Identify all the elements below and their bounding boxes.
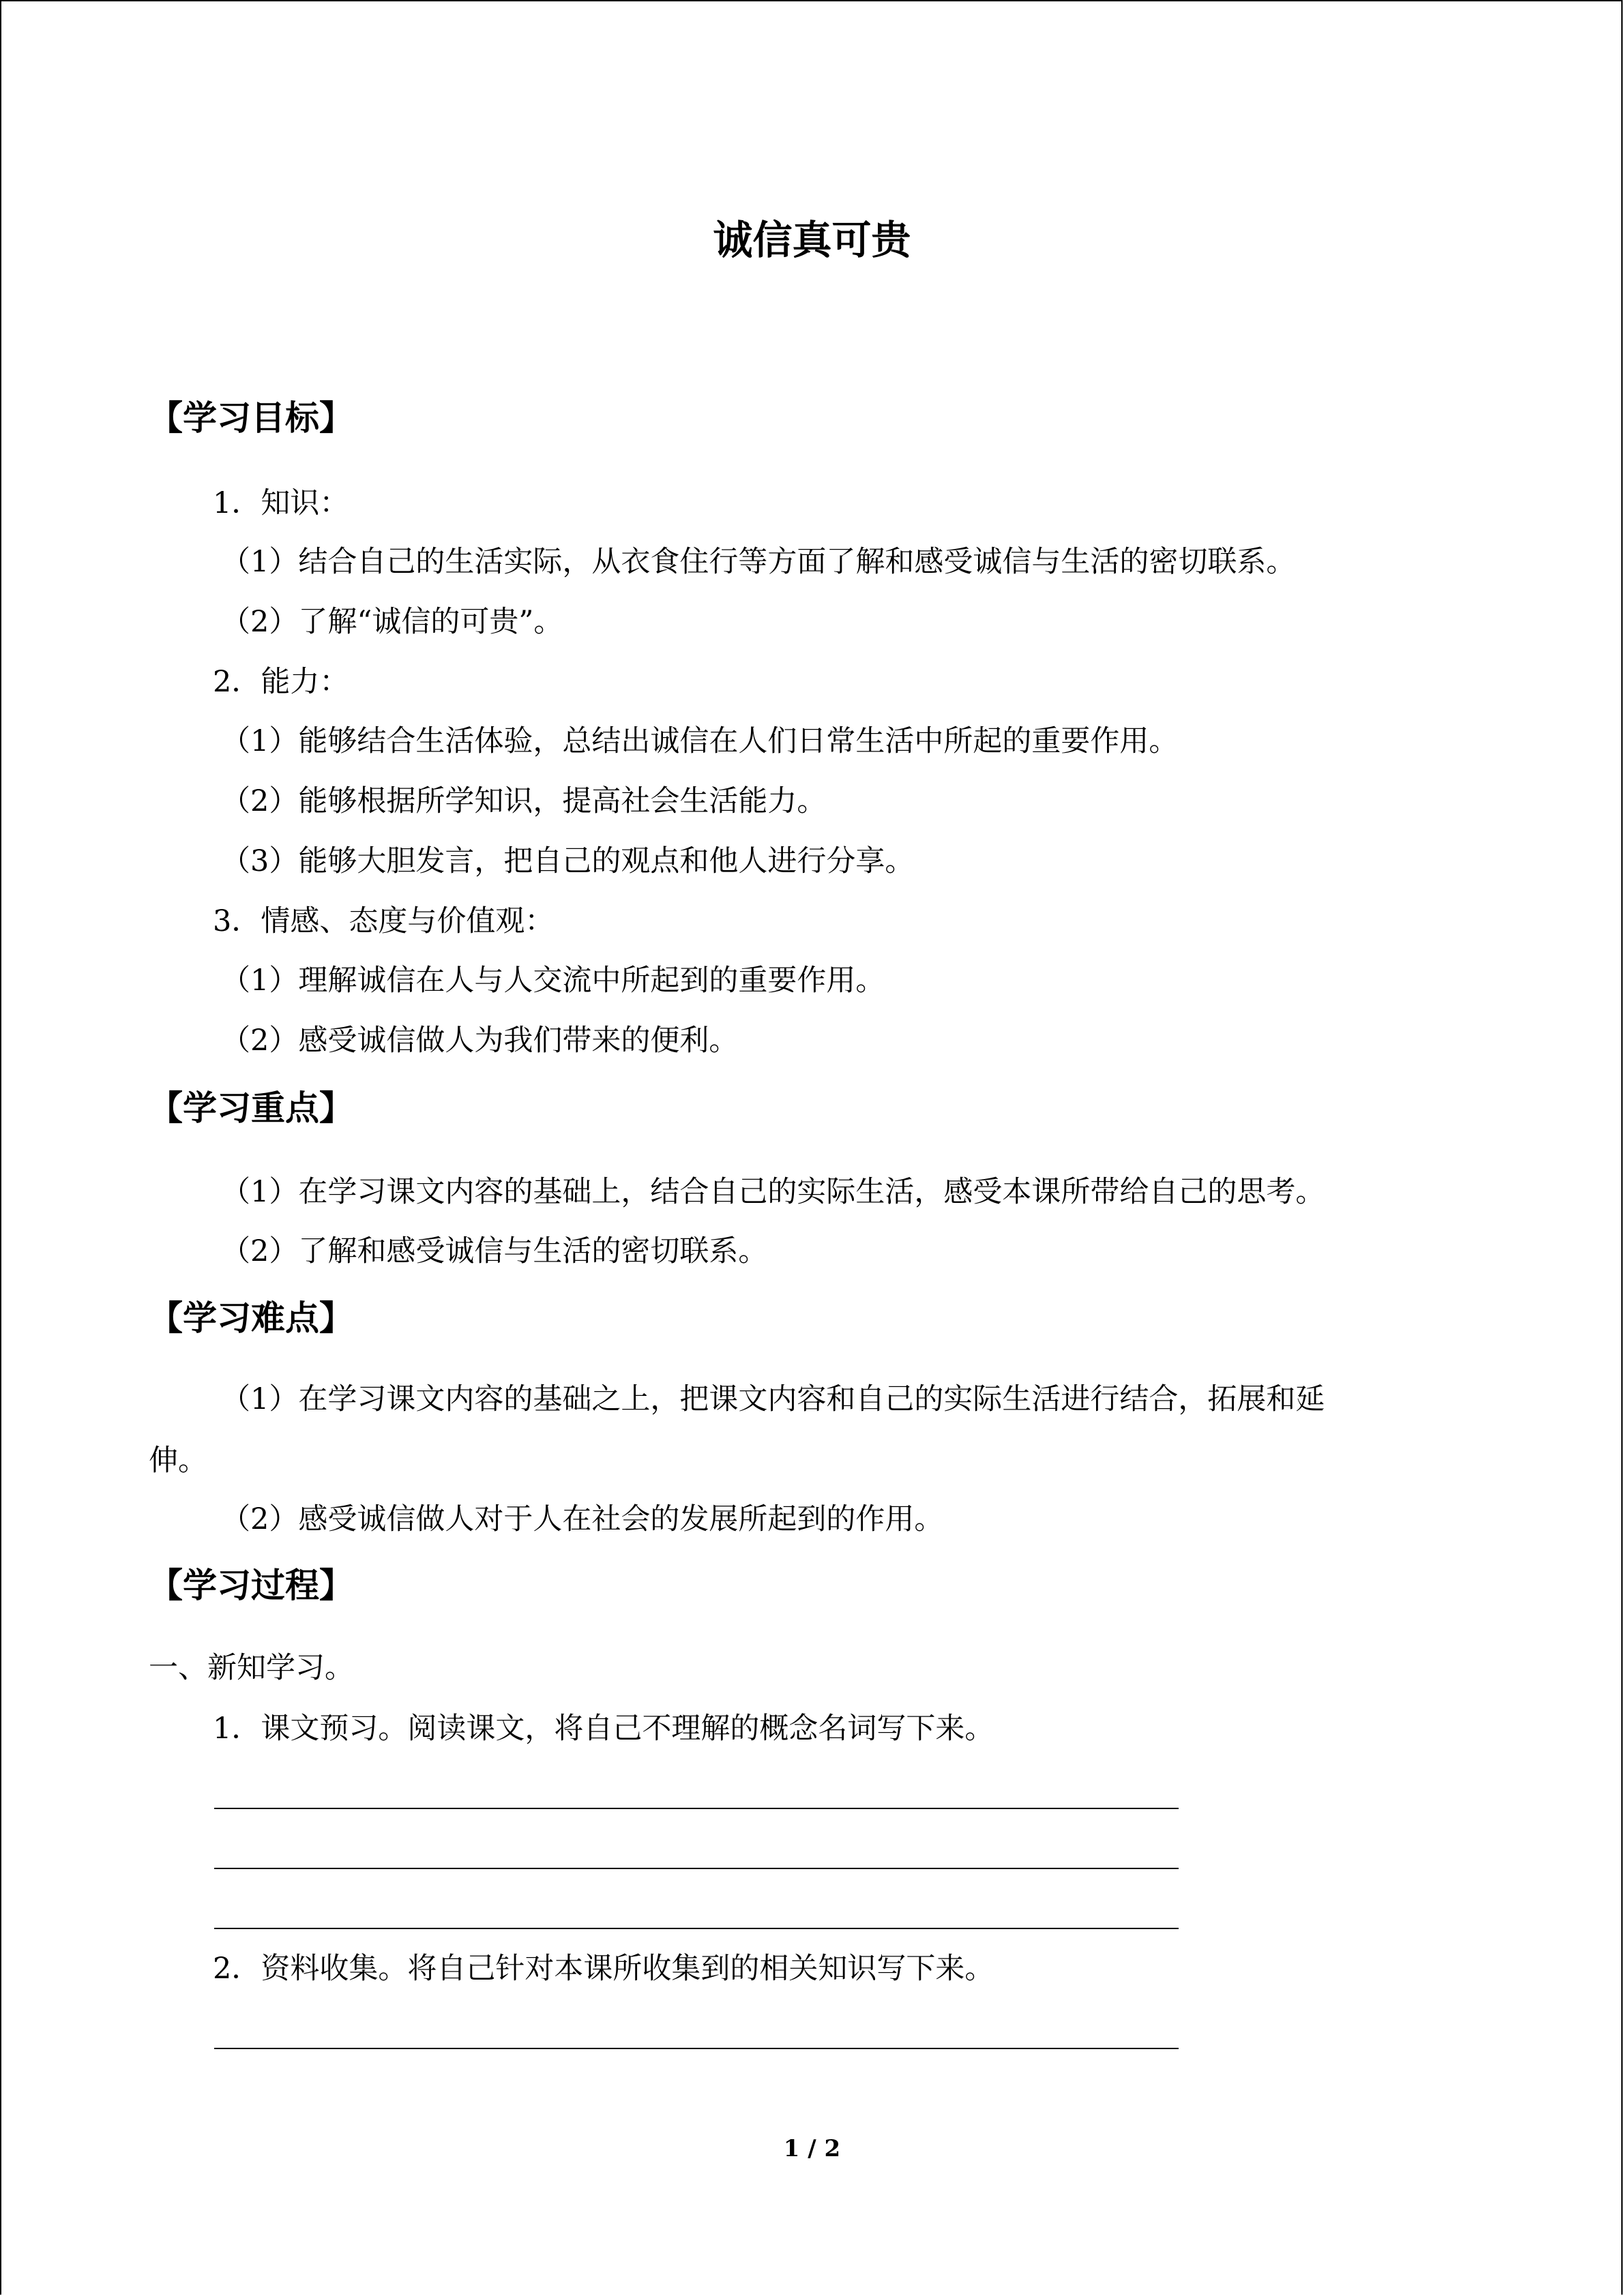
difficulty-item-1-continued: 伸。 — [149, 1444, 207, 1478]
task-materials: 2．资料收集。将自己针对本课所收集到的相关知识写下来。 — [213, 1952, 994, 1986]
key-point-item-2: （2）了解和感受诚信与生活的密切联系。 — [221, 1234, 768, 1268]
answer-line — [214, 1928, 1179, 1929]
answer-line — [214, 2048, 1179, 2049]
difficulty-item-2: （2）感受诚信做人对于人在社会的发展所起到的作用。 — [221, 1502, 944, 1536]
difficulty-item-1: （1）在学习课文内容的基础之上，把课文内容和自己的实际生活进行结合，拓展和延 — [221, 1382, 1325, 1416]
ability-item-1: （1）能够结合生活体验，总结出诚信在人们日常生活中所起的重要作用。 — [221, 724, 1179, 758]
key-points-heading: 【学习重点】 — [149, 1088, 353, 1128]
knowledge-item-1: （1）结合自己的生活实际，从衣食住行等方面了解和感受诚信与生活的密切联系。 — [221, 545, 1296, 579]
objectives-heading: 【学习目标】 — [149, 398, 353, 438]
ability-label: 2．能力： — [213, 665, 349, 699]
emotion-item-1: （1）理解诚信在人与人交流中所起到的重要作用。 — [221, 964, 885, 998]
ability-item-3: （3）能够大胆发言，把自己的观点和他人进行分享。 — [221, 844, 915, 878]
section-new-knowledge: 一、新知学习。 — [149, 1651, 354, 1685]
key-point-item-1: （1）在学习课文内容的基础上，结合自己的实际生活，感受本课所带给自己的思考。 — [221, 1175, 1325, 1209]
knowledge-label: 1．知识： — [213, 486, 349, 520]
process-heading: 【学习过程】 — [149, 1566, 353, 1605]
emotion-label: 3．情感、态度与价值观： — [213, 904, 555, 938]
ability-item-2: （2）能够根据所学知识，提高社会生活能力。 — [221, 784, 827, 818]
knowledge-item-2: （2）了解“诚信的可贵”。 — [221, 605, 563, 639]
difficulties-heading: 【学习难点】 — [149, 1298, 353, 1338]
task-preview: 1．课文预习。阅读课文，将自己不理解的概念名词写下来。 — [213, 1712, 994, 1746]
page-number: 1 / 2 — [783, 2135, 841, 2162]
emotion-item-2: （2）感受诚信做人为我们带来的便利。 — [221, 1024, 739, 1058]
answer-line — [214, 1808, 1179, 1809]
page-title: 诚信真可贵 — [713, 217, 911, 263]
answer-line — [214, 1868, 1179, 1869]
